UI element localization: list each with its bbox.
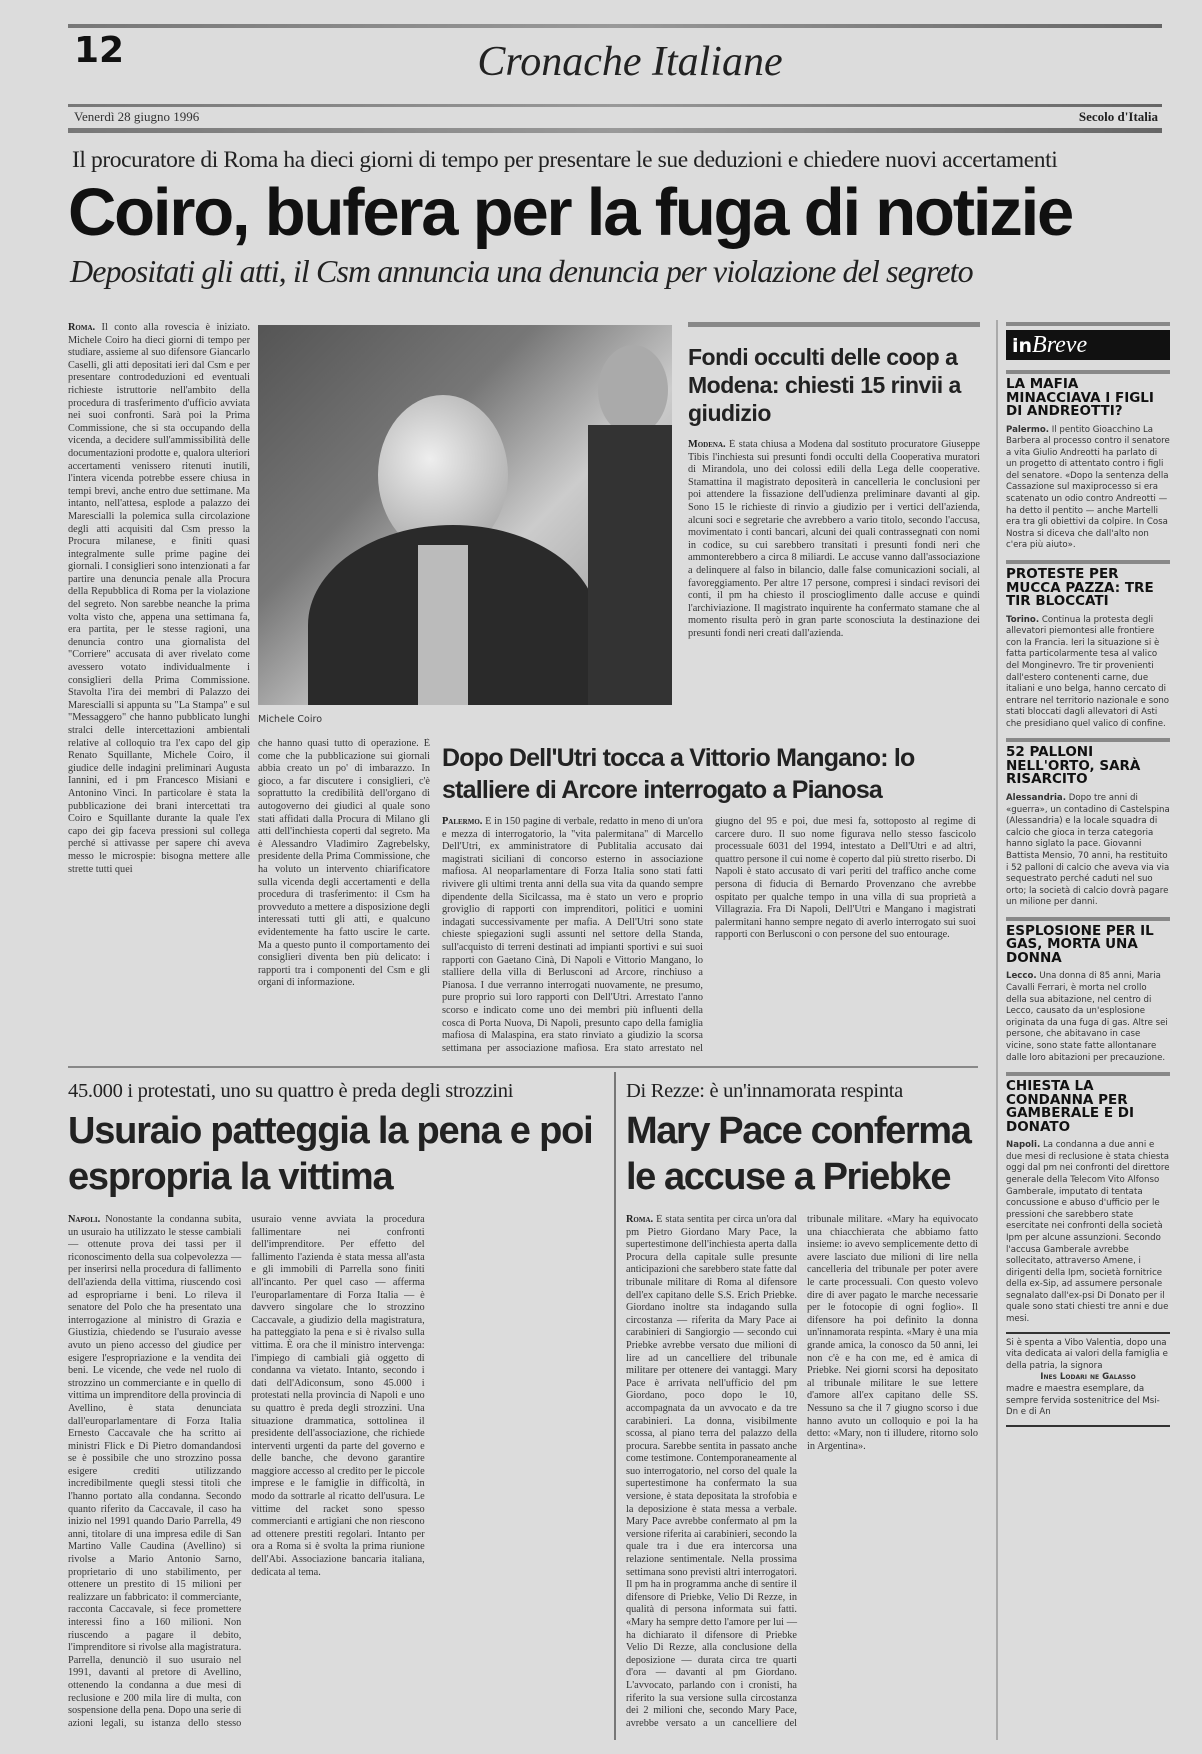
dateline: Napoli.	[68, 1214, 101, 1225]
photo-caption: Michele Coiro	[258, 714, 323, 725]
usura-block	[68, 1078, 608, 1738]
mangano-headline: Dopo Dell'Utri tocca a Vittorio Mangano: lo stalliere di Arcore interrogato a Pianosa	[442, 744, 915, 804]
priebke-kicker: Di Rezze: è un'innamorata respinta	[626, 1080, 903, 1102]
mangano-block	[442, 742, 982, 1058]
article-text: È stata chiusa a Modena dal sostituto procuratore Giuseppe Tibis l'inchiesta sui presunti fondi occulti della Cooperativa muratori di Mirandola, uno dei colossi edili della Lega delle cooperative. Stamattina il magistrato depositerà in cancelleria le conclusioni per poi attendere la fissazione dell'udienza preliminare davanti al gip. Sono 15 le richieste di rinvio a giudizio per i vertici dell'azienda, alcuni soci e segretarie che avrebbero a vario titolo, secondo l'accusa, movimentato i conti bancari, alcuni dei quali contrassegnati con nomi in codice, su cui sarebbero transitati i presunti fondi neri che ammonterebbero a circa 8 miliardi. Le accuse vanno dall'associazione a delinquere al falso in bilancio, dalle false comunicazioni sociali, al favoreggiamento. Per altre 17 persone, compresi i sindaci revisori dei conti, il pm ha chiesto il proscioglimento dalle accuse e quindi l'archiviazione. Il magistrato inquirente ha confermato stamane che al momento risulta però in gran parte sconosciuta la destinazione dei presunti fondi neri creati dall'azienda.	[688, 439, 980, 639]
sidebar-border	[996, 320, 998, 1740]
article-text: È in 150 pagine di verbale, redatto in meno di un'ora e mezza di interrogatorio, la "vita palermitana" di Marcello Dell'Utri, ex amministratore di Publitalia accusato dai magistrati siciliani di concorso esterno in associazione mafiosa. Al neoparlamentare di Forza Italia sono stati fatti rivivere gli ultimi trenta anni della sua vita da quando sempre dipendente della Sicilcassa, ma è stato un vero e proprio groviglio di rapporti con imprenditori, politici e uomini indagati successivamente per mafia. A Dell'Utri sono state chieste spiegazioni sugli assunti nel settore della Standa, sull'acquisto di terreni destinati ad impianti sportivi e sui suoi rapporti con Gaetano Cinà, Di Napoli e Vittorio Mangano, lo stalliere della villa di Berlusconi ad Arcore, rinchiuso a Pianosa. I due verranno interrogati nuovamente, ne presumo, pure proprio sui loro rapporti con Dell'Utri. Arrestato l'anno scorso e indicato come uno dei membri più influenti della cosca di Porta Nuova, Di Napoli, presunto capo della famiglia mafiosa di Malaspina, era stato rinviato a giudizio la scorsa settimana per associazione mafiosa. Era stato arrestato nel giugno del 95 e poi, due mesi fa, sottoposto al regime di carcere duro. Il suo nome figurava nello stesso fascicolo processuale 6031 del 1994, intestato a Dell'Utri e ad altri, quattro persone il cui nome è coperto dal più stretto riserbo. Di Napoli è stato accusato di vari periti del traffico anche come persona di fiducia di Bernardo Provenzano che avrebbe ospitato per qualche tempo in una villa di sua proprietà a Villagrazia. Fra Di Napoli, Dell'Utri e Mangano i magistrati palermitani hanno sempre negato di averlo interrogato sui suoi rapporti con Berlusconi o con persone del suo entourage.	[442, 816, 976, 1054]
top-rule	[68, 24, 1162, 28]
usura-article	[68, 1214, 608, 1738]
article-text: Nonostante la condanna subita, un usuraio ha utilizzato le stesse cambiali — ottenute prova dei tassi per il riconoscimento della sua colpevolezza — per inserirsi nella procedura di fallimento dell'azienda della vittima, riuscendo così ad espropriarne i beni. Lo rileva il senatore del Polo che ha presentato una interrogazione al ministro di Grazia e Giustizia, chiedendo se l'usuraio avesse avuto un pieno accesso del giudice per esigere l'espropriazione e la vendita dei beni. Le vicende, che vede nel ruolo di strozzino un commerciante e in quello di vittima un imprenditore della provincia di Avellino, è stata denunciata dall'europarlamentare di Forza Italia Ernesto Caccavale che ha scritto ai ministri Flick e Di Pietro domandandosi se è possibile che uno strozzino possa esigere crediti utilizzando incredibilmente quegli stessi titoli che l'hanno portato alla condanna. Secondo quanto riferito da Caccavale, il caso ha inizio nel 1991 quando Dario Parrella, 49 anni, titolare di una impresa edile di San Martino Valle Caudina (Avellino) si rivolse a Mario Antonio Sarno, proprietario di uno stabilimento, per ottenere un prestito di 15 milioni per realizzare un fabbricato: il commerciante, racconta Caccavale, si fece promettere interessi fino a 160 milioni. Non riuscendo a pagare il debito, l'imprenditore si rivolse alla magistratura. Parrella, denunciò il suo usuraio nel 1991, davanti al pretore di Avellino, ottenendo la condanna a due mesi di reclusione e 200 mila lire di multa, con sospensione della pena. Dopo una serie di azioni legali, su istanza dello stesso usuraio venne avviata la procedura fallimentare nei confronti dell'imprenditore. Per effetto del fallimento l'azienda è stata messa all'asta e gli immobili di Parrella sono finiti all'incanto. Per quel caso — afferma l'europarlamentare di Forza Italia — è davvero singolare che lo strozzino Caccavale, a giudizio della magistratura, ha patteggiato la pena e si è rivalso sulla vittima. È ora che il ministro intervenga: l'impiego di cambiali già oggetto di condanna va vietato. Intanto, secondo i dati dell'Adiconsum, sono 45.000 i protestati nella provincia di Napoli e uno su quattro è preda degli strozzini. Una situazione drammatica, sottolinea il presidente dell'associazione, che richiede interventi urgenti da parte del governo e delle banche, che devono garantire maggiore accesso al credito per le piccole imprese e le famiglie in difficoltà, in modo da sottrarle al ricatto dell'usura. Le vittime del racket sono spesso commercianti e artigiani che non riescono ad ottenere prestiti regolari. Intanto per ora a Roma si è svolta la prima riunione dell'Abi. Associazione bancaria italiana, dedicata al tema.	[68, 1214, 425, 1729]
usura-kicker: 45.000 i protestati, uno su quattro è preda degli strozzini	[68, 1080, 514, 1102]
coop-headline: Fondi occulti delle coop a Modena: chiesti 15 rinvii a giudizio	[688, 344, 961, 426]
dateline: Roma.	[68, 322, 96, 333]
lead-subheadline: Depositati gli atti, il Csm annuncia una denuncia per violazione del segreto	[70, 253, 973, 289]
masthead-rule	[68, 104, 1162, 107]
article-text: È stata sentita per circa un'ora dal pm Pietro Giordano Mary Pace, la supertestimone dell'inchiesta aperta dalla Procura della capitale sulle presunte anticipazioni che sarebbero state fatte dal tribunale militare di Roma al difensore dell'ex capitano delle S.S. Erich Priebke. Giordano inoltre sta indagando sulla circostanza — riferita da Mary Pace ai carabinieri di Sangiorgio — secondo cui Priebke avrebbe versato due milioni di lire ad un cancelliere del tribunale militare per ottenere dei vantaggi. Mary Pace è arrivata nell'ufficio del pm Giordano, poco dopo le 10, accompagnata da un avvocato e da tre carabinieri. La donna, visibilmente scossa, al piano terra del palazzo della procura. Sarebbe sentita in passato anche come testimone. Contemporaneamente al suo interrogatorio, nel corso del quale la supertestimone ha confermato la sua versione, è stata depositata la strofobia e la deposizione è stata messa a verbale. Mary Pace avrebbe confermato al pm la versione riferita ai carabinieri, secondo la quale tra i due era intercorsa una relazione sentimentale. Nella prossima settimana sono previsti altri interrogatori. Il pm ha in programma anche di sentire il difensore di Priebke, Velio Di Rezze, in qualità di persona informata sui fatti. «Mary ha sempre detto l'amore per lui — ha dichiarato il difensore di Priebke Velio Di Rezze, alla conclusione della deposizione — durata circa tre quarti d'ora — davanti al pm Giordano. L'avvocato, parlando con i cronisti, ha riferito la sua versione sulla circostanza dei 2 milioni che, secondo Mary Pace, avrebbe versato a un cancelliere del tribunale militare. «Mary ha equivocato una chiacchierata che abbiamo fatto insieme: io avevo semplicemente detto di avere lasciato due milioni di lire nella cancelleria del tribunale per poter avere le carte processuali. Con questo volevo dire di aver pagato le marche necessarie per le fotocopie di ogni foglio». Il difensore ha poi definito la donna un'innamorata respinta. «Mary è una mia grande amica, la conosco da 50 anni, lei non c'è e ha con me, ed è amica di Priebke. Nei giorni scorsi ha depositato al tribunale militare le sue lettere d'amore all'ex capitano delle SS. Nessuno sa che il 7 giugno scorso i due hanno avuto un colloquio e poi la ha detto: «Mary, non ti illudere, ritorno solo in Argentina».	[626, 1214, 978, 1729]
section-title: Cronache Italiane	[477, 39, 783, 85]
lead-article-col1	[68, 322, 250, 1057]
in-breve-title: inBreve	[1006, 330, 1170, 360]
dateline: Roma.	[626, 1214, 654, 1225]
article-text: Il conto alla rovescia è iniziato. Michele Coiro ha dieci giorni di tempo per studiare, assieme al suo difensore Giancarlo Caselli, gli atti depositati ieri dal Csm e per presentare controdeduzioni ed eventuali richieste istruttorie nell'ambito della procedura di trasferimento d'ufficio avviata nei suoi confronti. Sarà poi la Prima Commissione, che si sta occupando della vicenda, a decidere sull'ammissibilità delle documentazioni prodotte e, qualora ulteriori accertamenti venissero ritenuti inutili, l'intera vicenda potrebbe essere chiusa in tempi brevi, anche entro due settimane. Ma intanto, nell'attesa, esplode a palazzo dei Marescialli la polemica sulla circolazione degli atti acquisiti dal Csm presso la Procura milanese, e finiti quasi integralmente sulle prime pagine dei giornali. I consiglieri sono intenzionati a far partire una denuncia penale alla Procura della Repubblica di Roma per la violazione del segreto. Non sarebbe neanche la prima volta visto che, appena una settimana fa, era partita, per le stesse ragioni, una denuncia contro una giornalista del "Corriere" accusata di aver rivelato come avessero votato individualmente i consiglieri della Prima Commissione. Stavolta l'ira dei membri di Palazzo dei Marescialli si appunta su "La Stampa" e sul "Messaggero" che hanno pubblicato lunghi stralci delle intercettazioni ambientali relative al colloquio tra l'ex capo del gip Renato Squillante, Michele Coiro, il giudice delle indagini preliminari Augusta Iannini, ed i pm Francesco Misiani e Antonino Vinci. In particolare è stata la pubblicazione dei brani intercettati tra Coiro e Squillante durante la quale l'ex capo dei gip faceva pressioni sul collega perché si attivasse per sapere chi aveva messo le microspie: bisogna mettere alle strette tutti quei	[68, 322, 250, 875]
brief-item: 52 PALLONI NELL'ORTO, SARÀ RISARCITO Alessandria. Dopo tre anni di «guerra», un contadino di Castelspina (Alessandria) e la locale squadra di calcio che gioca in terza categoria hanno siglato la pace. Giovanni Battista Mensio, 70 anni, ha restituito i 52 palloni di calcio che aveva via via sequestrato perché caduti nel suo orto; la società di calcio dovrà pagare un milione per danni.	[1006, 744, 1170, 908]
newspaper-name: Secolo d'Italia	[1078, 109, 1158, 124]
dateline: Modena.	[688, 439, 726, 450]
lead-kicker: Il procuratore di Roma ha dieci giorni di tempo per presentare le sue deduzioni e chiedere nuovi accertamenti	[72, 147, 1058, 173]
in-breve-sidebar	[1006, 322, 1170, 1427]
brief-item: PROTESTE PER MUCCA PAZZA: TRE TIR BLOCCATI Torino. Continua la protesta degli allevatori piemontesi alle frontiere con la Francia. Ieri la situazione si è fatta particolarmente tesa al valico del Monginevro. Tre tir provenienti dall'estero contenenti carne, due italiani e uno belga, hanno cercato di entrare nel territorio nazionale e sono stati bloccati dagli allevatori di Asti che presidiano quel valico di confine.	[1006, 566, 1170, 729]
date-rule	[68, 128, 1162, 133]
coop-block	[688, 322, 980, 708]
column-divider	[614, 1072, 616, 1740]
priebke-block	[626, 1078, 978, 1738]
brief-item: LA MAFIA MINACCIAVA I FIGLI DI ANDREOTTI? Palermo. Il pentito Gioacchino La Barbera al processo contro il senatore a vita Giulio Andreotti ha parlato di un progetto di attentato contro i figli del senatore. «Dopo la sentenza della Cassazione sul maxiprocesso si era scatenato un odio contro Andreotti — ha detto il pentito — anche Martelli era tra gli obiettivi da colpire. In Cosa Nostra si diceva che dall'alto non c'era più aiuto».	[1006, 376, 1170, 551]
usura-headline: Usuraio patteggia la pena e poi espropria la vittima	[68, 1110, 593, 1198]
priebke-headline: Mary Pace conferma le accuse a Priebke	[626, 1110, 971, 1198]
obituary-notice: Si è spenta a Vibo Valentia, dopo una vita dedicata ai valori della famiglia e della patria, la signora Ines Lodari ne Galasso madre e maestra esemplare, da sempre fervida sostenitrice del Msi-Dn e di An	[1006, 1337, 1168, 1418]
lead-article-col2: che hanno quasi tutto di operazione. È come che la pubblicazione sui giornali abbia creato un po' di imbarazzo. In gioco, a far discutere i consiglieri, c'è soprattutto la credibilità dell'organo di autogoverno dei giudici al quale sono stati affidati dalla Procura di Milano gli atti dell'inchiesta coperti dal segreto. Ma è Alessandro Vladimiro Zagrebelsky, presidente della Prima Commissione, che ha voluto un intervento chiarificatore sulla vicenda degli accertamenti e della procedura di trasferimento: il Csm ha provveduto a mettere a disposizione degli interessati tutti gli atti, e qualcuno evidentemente ha fatto uscire le carte. Ma a questo punto il comportamento dei consiglieri diventa ben più delicato: i rapporti tra i componenti del Csm e gli organi di informazione.	[258, 738, 430, 989]
lead-heading-block	[68, 146, 1168, 318]
lead-photo	[258, 325, 672, 705]
lead-headline: Coiro, bufera per la fuga di notizie	[68, 175, 1073, 250]
mangano-article	[442, 816, 976, 1058]
coop-rule	[688, 322, 980, 327]
section-divider	[68, 1066, 978, 1068]
coop-article	[688, 439, 980, 708]
priebke-article	[626, 1214, 978, 1738]
brief-item: ESPLOSIONE PER IL GAS, MORTA UNA DONNA Lecco. Una donna di 85 anni, Maria Cavalli Ferrari, è morta nel crollo della sua abitazione, nel centro di Lecco, causato da un'esplosione originata da una fuga di gas. Altre sei persone, che abitavano in case vicine, sono state fatte allontanare dalle loro abitazioni per precauzione.	[1006, 922, 1168, 1063]
page-number: 12	[74, 30, 125, 71]
issue-date: Venerdì 28 giugno 1996	[74, 109, 200, 124]
brief-item: CHIESTA LA CONDANNA PER GAMBERALE E DI DONATO Napoli. La condanna a due anni e due mesi di reclusione è stata chiesta oggi dal pm nei confronti del direttore generale della Telecom Vito Alfonso Gamberale, imputato di tentata concussione e abuso d'ufficio per le pressioni che sarebbero state esercitate nei confronti della società Ipm per alcune assunzioni. Secondo l'accusa Gamberale avrebbe sollecitato, attraverso Amene, i dirigenti della Ipm, società fornitrice della ex-Sip, ad assumere personale segnalato dall'ex-psi Di Donato per il quale sono stati chiesti tre anni e due mesi.	[1006, 1078, 1170, 1325]
dateline: Palermo.	[442, 816, 483, 827]
